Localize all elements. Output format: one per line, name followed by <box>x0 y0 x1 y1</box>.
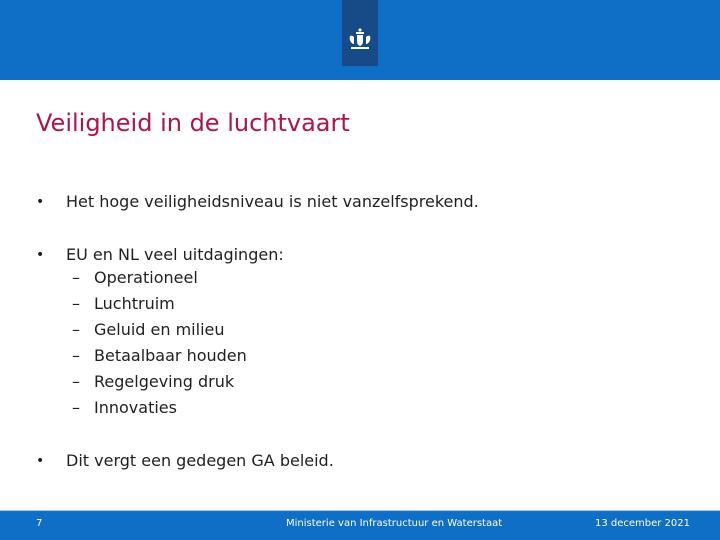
sub-item-text: Regelgeving druk <box>94 372 235 391</box>
dash-marker: – <box>72 398 80 417</box>
footer-date: 13 december 2021 <box>594 518 690 529</box>
dash-marker: – <box>72 320 80 339</box>
dash-marker: – <box>72 294 80 313</box>
footer-ministry: Ministerie van Infrastructuur en Waterstaat <box>286 518 503 529</box>
sub-item-text: Geluid en milieu <box>94 320 225 339</box>
bullet-marker: • <box>36 194 45 210</box>
sub-item-text: Betaalbaar houden <box>94 346 247 365</box>
dash-marker: – <box>72 346 80 365</box>
bullet-text: Het hoge veiligheidsniveau is niet vanzelfsprekend. <box>66 192 479 211</box>
bullet-marker: • <box>36 247 45 263</box>
dash-marker: – <box>72 268 80 287</box>
sub-item-text: Operationeel <box>94 268 198 287</box>
sub-item-text: Innovaties <box>94 398 177 417</box>
bullet-text: EU en NL veel uitdagingen: <box>66 245 284 264</box>
bullet-text: Dit vergt een gedegen GA beleid. <box>66 451 334 470</box>
dash-marker: – <box>72 372 80 391</box>
footer-bar <box>0 511 720 540</box>
sub-item-text: Luchtruim <box>94 294 175 313</box>
bullet-marker: • <box>36 453 45 469</box>
slide-title: Veiligheid in de luchtvaart <box>36 109 350 137</box>
page-number: 7 <box>36 518 43 529</box>
